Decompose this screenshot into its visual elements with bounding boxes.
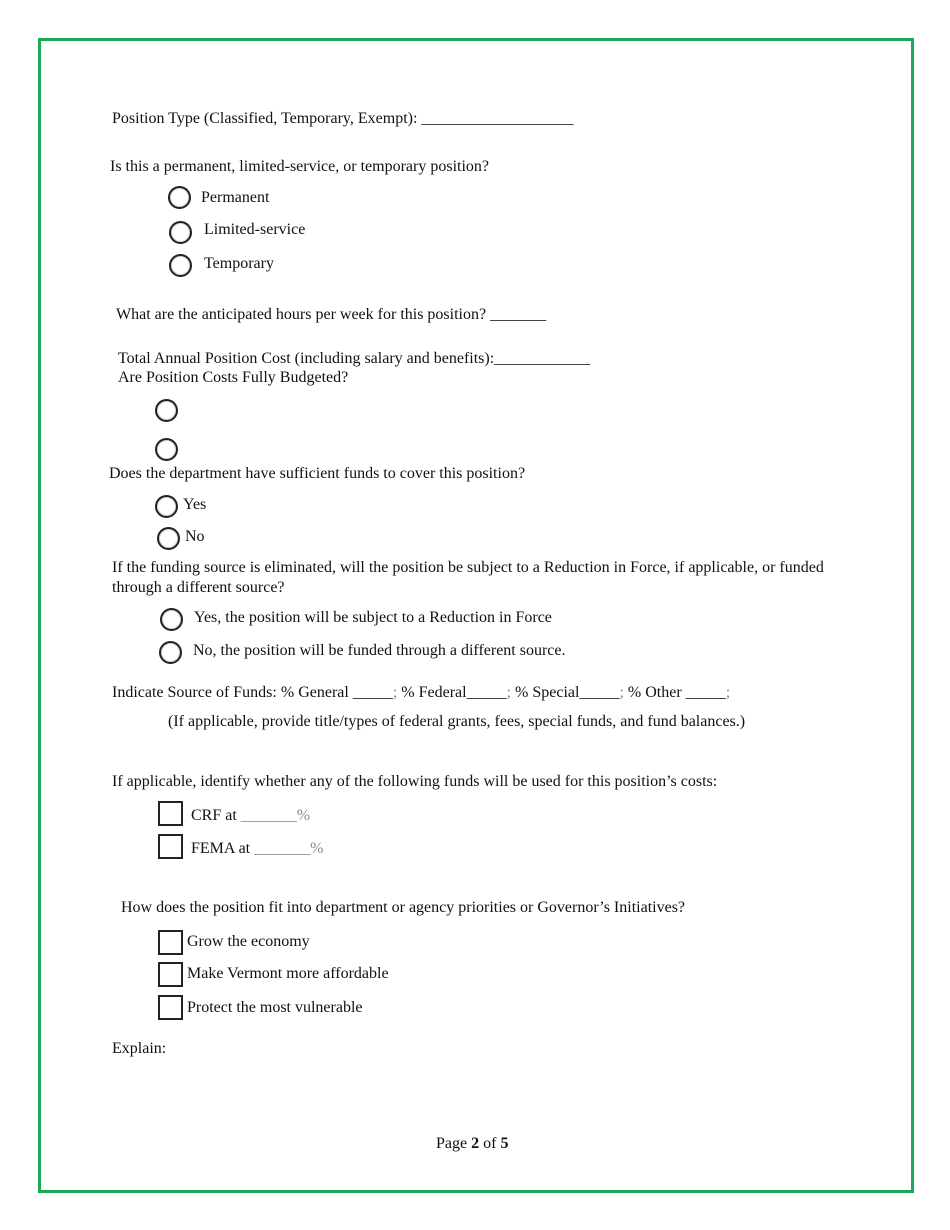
budgeted-question: Are Position Costs Fully Budgeted? [118,369,349,386]
fema-percent-blank[interactable]: _______ [254,840,311,857]
radio-funds-no-label: No [185,528,205,545]
source-of-funds-note: (If applicable, provide title/types of federal grants, fees, special funds, and fund balances.) [168,713,746,730]
page-number: Page 2 of 5 [436,1135,509,1152]
annual-cost-blank[interactable]: ____________ [494,350,591,367]
checkbox-fema[interactable] [158,834,183,859]
radio-budgeted-1[interactable] [155,399,178,422]
crf-percent-blank[interactable]: _______ [240,807,297,824]
hours-blank[interactable]: _______ [490,306,547,323]
radio-funds-no[interactable] [157,527,180,550]
special-funds-question: If applicable, identify whether any of the following funds will be used for this position’s costs: [112,773,718,790]
radio-funds-yes-label: Yes [183,496,207,513]
radio-rif-yes-label: Yes, the position will be subject to a Reduction in Force [194,609,552,626]
radio-permanent[interactable] [168,186,191,209]
general-blank[interactable]: _____ [352,684,393,701]
position-type-blank[interactable]: ___________________ [421,110,574,127]
vulnerable-label: Protect the most vulnerable [187,999,363,1016]
funding-eliminated-question: If the funding source is eliminated, will the position be subject to a Reduction in Force, if applicable, or funded through a different source? [112,559,824,596]
annual-cost-question: Total Annual Position Cost (including salary and benefits):____________ [118,350,591,367]
affordable-label: Make Vermont more affordable [187,965,389,982]
position-type-question: Position Type (Classified, Temporary, Exempt): ___________________ [112,110,574,127]
radio-funds-yes[interactable] [155,495,178,518]
other-blank[interactable]: _____ [685,684,726,701]
checkbox-crf[interactable] [158,801,183,826]
grow-economy-label: Grow the economy [187,933,310,950]
radio-rif-yes[interactable] [160,608,183,631]
checkbox-affordable[interactable] [158,962,183,987]
permanence-question: Is this a permanent, limited-service, or temporary position? [110,158,489,175]
fema-label: FEMA at _______% [191,840,324,857]
checkbox-grow-economy[interactable] [158,930,183,955]
federal-blank[interactable]: _____ [466,684,507,701]
radio-budgeted-2[interactable] [155,438,178,461]
checkbox-vulnerable[interactable] [158,995,183,1020]
radio-temporary-label: Temporary [204,255,274,272]
radio-rif-no[interactable] [159,641,182,664]
explain-label: Explain: [112,1040,167,1057]
sufficient-funds-question: Does the department have sufficient funds to cover this position? [109,465,526,482]
source-of-funds-line: Indicate Source of Funds: % General _____; % Federal_____; % Special_____; % Other _____; [112,684,731,701]
radio-permanent-label: Permanent [201,189,270,206]
radio-limited-service-label: Limited-service [204,221,306,238]
crf-label: CRF at _______% [191,807,311,824]
radio-rif-no-label: No, the position will be funded through a different source. [193,642,566,659]
radio-temporary[interactable] [169,254,192,277]
hours-question: What are the anticipated hours per week for this position? _______ [116,306,547,323]
special-blank[interactable]: _____ [579,684,620,701]
priorities-question: How does the position fit into department or agency priorities or Governor’s Initiatives? [121,899,686,916]
radio-limited-service[interactable] [169,221,192,244]
